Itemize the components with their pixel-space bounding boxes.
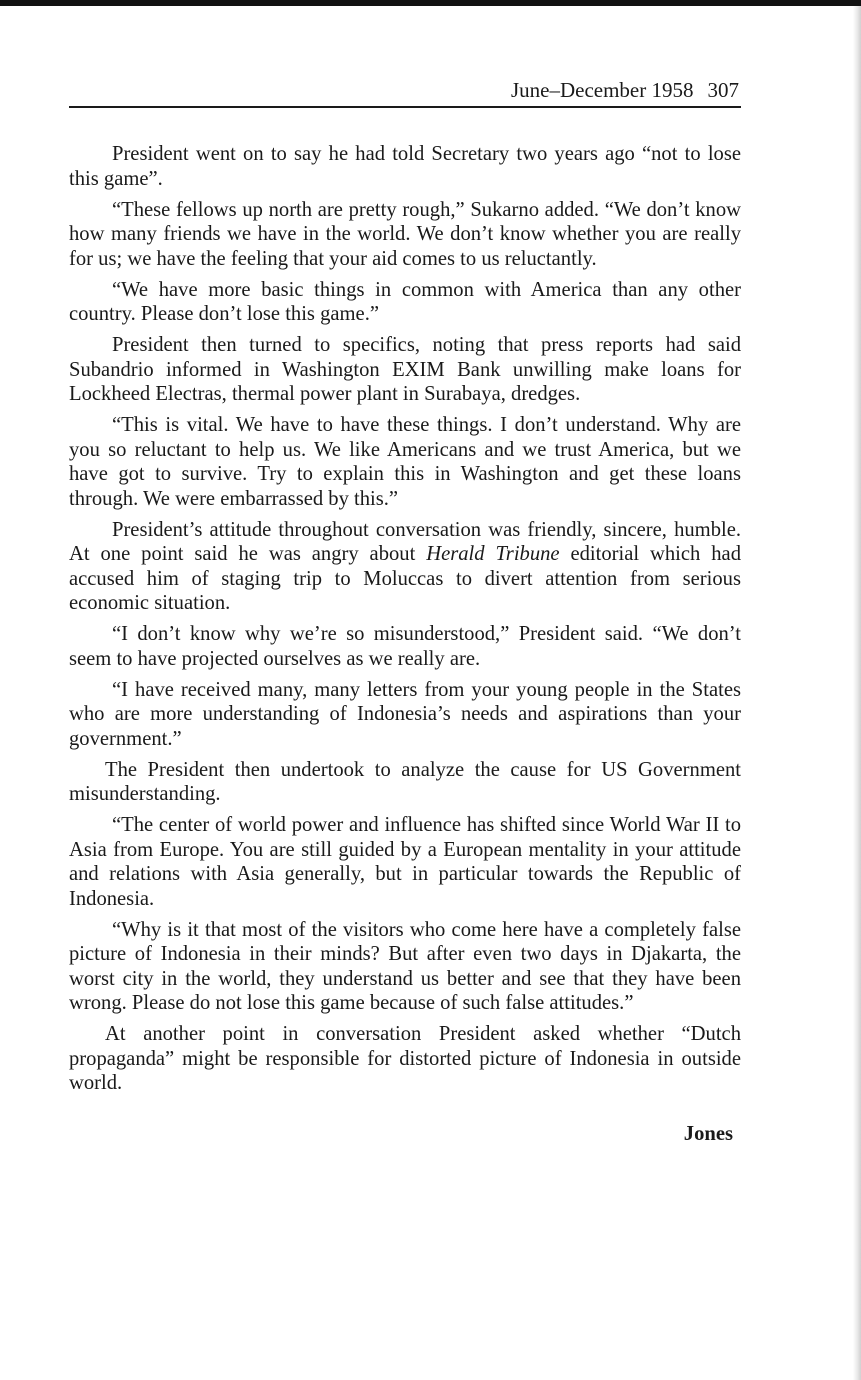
paragraph-6 — [69, 518, 741, 616]
paragraph-1: President went on to say he had told Secretary two years ago “not to lose this game”. — [69, 143, 741, 190]
paragraph-11: “Why is it that most of the visitors who come here have a completely false picture of Indonesia in their minds? But after even two days in Djakarta, the worst city in the world, they understand us better and see that they have been wrong. Please do not lose this game because of such false attitudes.” — [69, 918, 741, 1014]
paragraph-4: President then turned to specifics, noting that press reports had said Subandrio informed in Washington EXIM Bank unwilling make loans for Lockheed Electras, thermal power plant in Surabaya, dredges. — [69, 334, 741, 405]
running-head-text — [511, 76, 739, 104]
paragraph-10: “The center of world power and influence has shifted since World War II to Asia from Europe. You are still guided by a European mentality in your attitude and relations with Asia generally, but in particular towards the Republic of Indonesia. — [69, 814, 741, 910]
paragraph-8: “I have received many, many letters from your young people in the States who are more understanding of Indonesia’s needs and aspirations than your government.” — [69, 678, 741, 750]
newspaper-title: Herald Tribune — [426, 543, 560, 565]
body-text — [69, 142, 741, 1096]
paragraph-12: At another point in conversation President asked whether “Dutch propaganda” might be responsible for distorted picture of Indonesia in outside world. — [69, 1023, 741, 1094]
running-head — [69, 76, 741, 108]
paragraph-6-text-start: President’s attitude throughout conversation was friendly, sincere, humble. At one point said he was angry about — [69, 518, 741, 565]
document-page — [69, 76, 741, 1146]
scan-right-edge — [853, 6, 861, 1380]
paragraph-3: “We have more basic things in common with America than any other country. Please don’t lose this game.” — [69, 278, 741, 325]
paragraph-5: “This is vital. We have to have these things. I don’t understand. Why are you so reluctant to help us. We like Americans and we trust America, but we have got to survive. Try to explain this in Washington and get these loans through. We were embarrassed by this.” — [69, 414, 741, 510]
page-number: 307 — [707, 78, 739, 102]
signature: Jones — [683, 1122, 733, 1145]
paragraph-2: “These fellows up north are pretty rough,” Sukarno added. “We don’t know how many friends we have in the world. We don’t know whether you are really for us; we have the feeling that your aid comes to us reluctantly. — [69, 198, 741, 270]
paragraph-6-text-end: editorial which had accused him of staging trip to Moluccas to divert attention from serious economic situation. — [69, 543, 741, 614]
paragraph-9: The President then undertook to analyze the cause for US Government misunderstanding. — [69, 758, 741, 805]
scan-top-edge — [0, 0, 861, 6]
running-title: June–December 1958 — [510, 78, 694, 102]
paragraph-7: “I don’t know why we’re so misunderstood,” President said. “We don’t seem to have projected ourselves as we really are. — [69, 623, 741, 670]
